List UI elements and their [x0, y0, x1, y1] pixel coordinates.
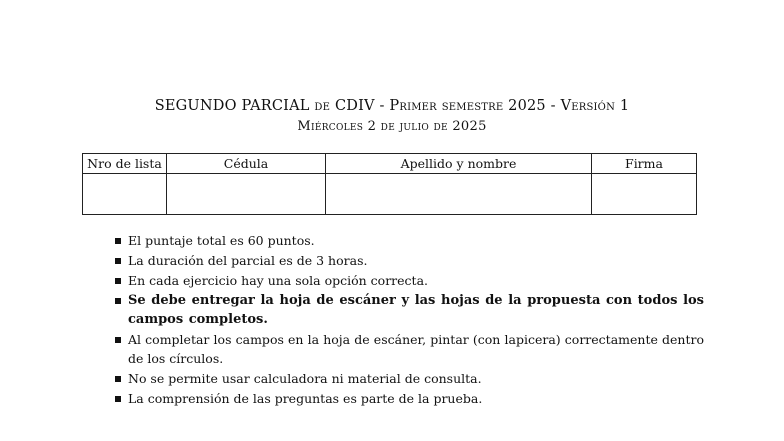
list-item: Al completar los campos en la hoja de escáner, pintar (con lapicera) correctamente dentro de los círculos. — [112, 330, 704, 368]
student-info-table — [82, 153, 697, 215]
exam-title — [0, 98, 784, 114]
square-bullet-icon — [115, 337, 121, 343]
list-item: En cada ejercicio hay una sola opción correcta. — [112, 271, 704, 290]
square-bullet-icon — [115, 376, 121, 382]
name-cell[interactable] — [326, 174, 592, 215]
exam-date: Miércoles 2 de julio de 2025 — [297, 119, 487, 134]
exam-title-rest: de CDIV - Primer semestre 2025 - Versión 1 — [314, 98, 630, 114]
signature-cell[interactable] — [592, 174, 697, 215]
list-item: La comprensión de las preguntas es parte de la prueba. — [112, 389, 704, 408]
list-item: No se permite usar calculadora ni material de consulta. — [112, 369, 704, 388]
exam-title-main: SEGUNDO PARCIAL — [154, 98, 310, 114]
square-bullet-icon — [115, 258, 121, 264]
student-info-entry-row — [83, 174, 697, 215]
column-header-id: Cédula — [167, 154, 326, 174]
square-bullet-icon — [115, 396, 121, 402]
column-header-list-number: Nro de lista — [83, 154, 167, 174]
square-bullet-icon — [115, 238, 121, 244]
column-header-name: Apellido y nombre — [326, 154, 592, 174]
list-item: La duración del parcial es de 3 horas. — [112, 251, 704, 270]
student-info-header-row — [83, 154, 697, 174]
column-header-signature: Firma — [592, 154, 697, 174]
id-cell[interactable] — [167, 174, 326, 215]
exam-rules-list — [112, 231, 704, 409]
list-item: El puntaje total es 60 puntos. — [112, 231, 704, 250]
list-item: Se debe entregar la hoja de escáner y las hojas de la propuesta con todos los campos completos. — [112, 291, 704, 329]
square-bullet-icon — [115, 298, 121, 304]
square-bullet-icon — [115, 278, 121, 284]
list-number-cell[interactable] — [83, 174, 167, 215]
